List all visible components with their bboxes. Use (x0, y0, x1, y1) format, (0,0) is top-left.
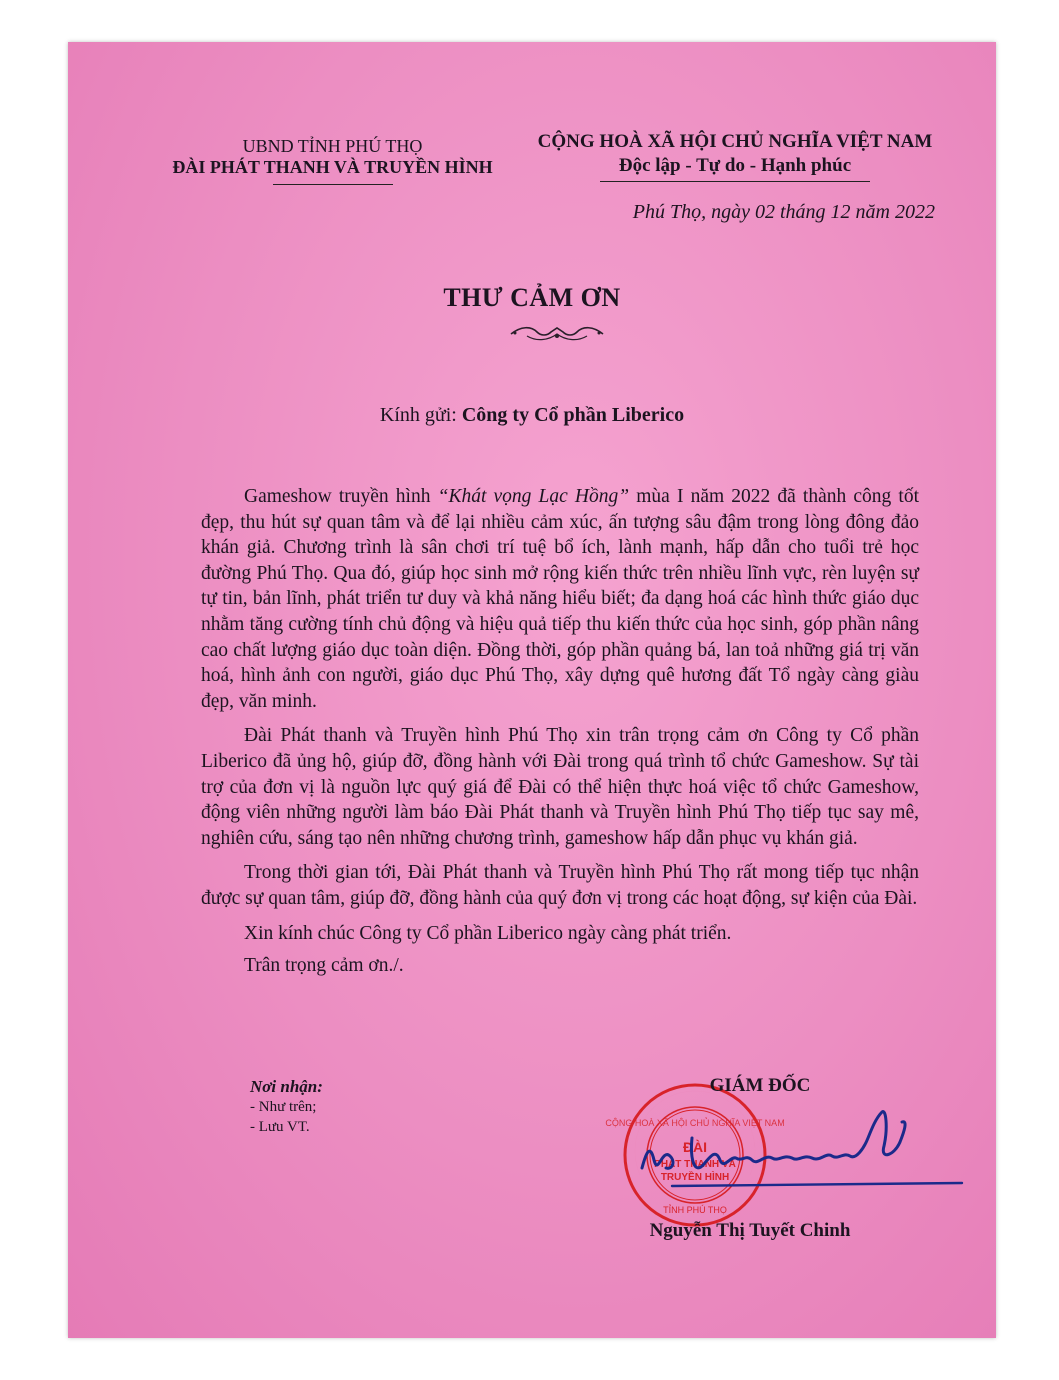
paragraph-3: Trong thời gian tới, Đài Phát thanh và Truyền hình Phú Thọ rất mong tiếp tục nhận được sự quan tâm, giúp đỡ, đồng hành của quý đơn vị trong các hoạt động, sự kiện của Đài. (201, 862, 919, 909)
seal-center-3: TRUYỀN HÌNH (660, 1172, 730, 1183)
recipients-block (250, 1077, 323, 1137)
national-name: CỘNG HOÀ XÃ HỘI CHỦ NGHĨA VIỆT NAM (537, 131, 933, 152)
salutation-recipient: Công ty Cổ phần Liberico (461, 404, 685, 426)
show-name: “Khát vọng Lạc Hồng” (437, 486, 630, 507)
agency-header (135, 136, 530, 185)
signer-name: Nguyễn Thị Tuyết Chinh (649, 1220, 851, 1241)
letter-title: THƯ CẢM ƠN (443, 283, 621, 312)
seal-bottom-text: TỈNH PHÚ THỌ (663, 1205, 727, 1215)
seal-center-2: PHÁT THANH VÀ (654, 1159, 736, 1170)
agency-parent: UBND TỈNH PHÚ THỌ (242, 136, 423, 156)
paragraph-2: Đài Phát thanh và Truyền hình Phú Thọ xin trân trọng cảm ơn Công ty Cổ phần Liberico đã ủng hộ, giúp đỡ, đồng hành với Đài trong quá trình tổ chức Gameshow. Sự tài trợ của đơn vị là nguồn lực quý giá để Đài có thể hiện thực hoá việc tổ chức Gameshow, động viên những người làm báo Đài Phát thanh và Truyền hình Phú Thọ tiếp tục say mê, nghiên cứu, sáng tạo nên những chương trình, gameshow hấp dẫn phục vụ khán giả. (201, 725, 919, 849)
signer-title: GIÁM ĐỐC (709, 1075, 811, 1096)
recipients-heading: Nơi nhận: (250, 1077, 323, 1096)
dateline: Phú Thọ, ngày 02 tháng 12 năm 2022 (632, 201, 935, 223)
letter-body (201, 484, 919, 986)
title-ornament (507, 322, 607, 344)
recipient-item: - Như trên; (250, 1099, 317, 1115)
salutation (68, 404, 996, 427)
director-signature (632, 1098, 972, 1198)
paragraph-5: Trân trọng cảm ơn./. (244, 955, 404, 977)
seal-center-1: ĐÀI (682, 1139, 708, 1155)
national-motto: Độc lập - Tự do - Hạnh phúc (618, 155, 852, 176)
agency-name: ĐÀI PHÁT THANH VÀ TRUYỀN HÌNH (172, 157, 493, 177)
paragraph-1: Gameshow truyền hình “Khát vọng Lạc Hồng” mùa I năm 2022 đã thành công tốt đẹp, thu hút sự quan tâm và để lại nhiều cảm xúc, ấn tượng sâu đậm trong lòng đông đảo khán giả. Chương trình là sân chơi trí tuệ bổ ích, lành mạnh, hấp dẫn cho tuổi trẻ học đường Phú Thọ. Qua đó, giúp học sinh mở rộng kiến thức trên nhiều lĩnh vực, rèn luyện sự tự tin, bản lĩnh, phát triển tư duy và khả năng hiểu biết; đa dạng hoá các hình thức giáo dục nhằm tăng cường tính chủ động và hiệu quả tiếp thu kiến thức của học sinh, góp phần nâng cao chất lượng giáo dục toàn diện. Đồng thời, góp phần quảng bá, lan toả những giá trị văn hoá, hình ảnh con người, giáo dục Phú Thọ, xây dựng quê hương đất Tổ ngày càng giàu đẹp, văn minh. (201, 486, 920, 712)
seal-ring-text: CỘNG HOÀ XÃ HỘI CHỦ NGHĨA VIỆT NAM (605, 1118, 785, 1128)
motto-underline (600, 181, 870, 182)
national-header (520, 131, 950, 182)
paragraph-4: Xin kính chúc Công ty Cổ phần Liberico ngày càng phát triển. (244, 922, 732, 944)
salutation-prefix: Kính gửi: (379, 404, 462, 426)
recipient-item: - Lưu VT. (250, 1119, 310, 1135)
agency-underline (273, 184, 393, 185)
